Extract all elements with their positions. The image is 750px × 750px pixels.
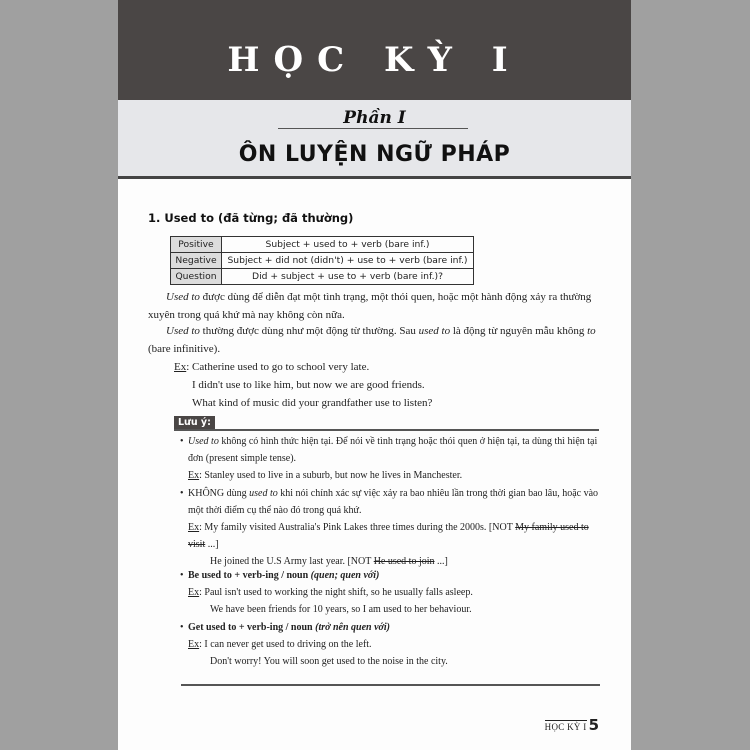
row-value: Subject + did not (didn't) + use to + verb (bare inf.) (222, 253, 474, 269)
emphasis: used to (249, 488, 278, 499)
topic-heading: 1. Used to (đã từng; đã thường) (148, 211, 354, 225)
note-label: Lưu ý: (174, 416, 215, 429)
note-item (180, 485, 600, 570)
text: được dùng để diễn đạt một tình trạng, một thói quen, hoặc một hành động xảy ra thường xuyên trong quá khứ mà nay không còn nữa. (148, 291, 592, 321)
example-block (174, 358, 432, 412)
text: không có hình thức hiện tại. Để nói về tình trạng hoặc thói quen ở hiện tại, ta dùng thì hiện tại đơn (present simple tense). (188, 436, 598, 464)
example-line: What kind of music did your grandfather use to listen? (192, 397, 433, 409)
text: thường được dùng như một động từ thường. Sau (199, 325, 419, 337)
table-row (171, 253, 474, 269)
text: (bare infinitive). (148, 343, 221, 355)
ex-label: Ex (188, 639, 200, 650)
example-line: Ex: Stanley used to live in a suburb, but now he lives in Manchester. (188, 470, 463, 481)
section-title: ÔN LUYỆN NGỮ PHÁP (238, 142, 511, 167)
example-line: Ex: My family visited Australia's Pink Lakes three times during the 2000s. [NOT My family used to visit ...] (188, 522, 589, 550)
emphasis: Used to (166, 325, 200, 337)
example-line: Don't worry! You will soon get used to the noise in the city. (210, 656, 448, 667)
row-label: Question (171, 269, 222, 285)
text: khi nói chính xác sự việc xảy ra bao nhiêu lần trong thời gian bao lâu, hoặc vào một thời điểm cụ thể nào đó trong quá khứ. (188, 488, 599, 516)
row-label: Negative (171, 253, 222, 269)
example-line: Ex: I can never get used to driving on the left. (188, 639, 372, 650)
note-item (180, 619, 600, 670)
example-line: Ex: Catherine used to go to school very late. (174, 361, 370, 373)
table-row (171, 237, 474, 253)
ex-label: Ex (174, 361, 187, 373)
divider (181, 684, 600, 686)
page-footer (545, 716, 599, 734)
paragraph (148, 288, 603, 324)
semester-title: HỌC KỲ I (227, 40, 522, 80)
text: ...] (434, 556, 448, 567)
formula-table (170, 236, 474, 285)
book-page (118, 0, 631, 750)
note-item (180, 433, 600, 484)
divider (118, 176, 631, 179)
divider (278, 128, 468, 129)
rule: Get used to + verb-ing / noun (188, 622, 313, 633)
struck-text: My family used to visit (188, 522, 589, 550)
bullet-icon: • (180, 436, 184, 447)
emphasis: used to (418, 325, 451, 337)
example-text: Stanley used to live in a suburb, but now he lives in Manchester. (204, 470, 463, 481)
example-text: I can never get used to driving on the left. (204, 639, 372, 650)
bullet-icon: • (180, 622, 184, 633)
ex-label: Ex (188, 587, 200, 598)
note-text (180, 433, 600, 467)
bullet-icon: • (180, 488, 184, 499)
row-label: Positive (171, 237, 222, 253)
row-value: Subject + used to + verb (bare inf.) (222, 237, 474, 253)
note-text (180, 485, 600, 519)
paragraph (148, 322, 603, 358)
example-text: Paul isn't used to working the night shift, so he usually falls asleep. (204, 587, 473, 598)
example-text: My family visited Australia's Pink Lakes three times during the 2000s. [NOT (204, 522, 516, 533)
text: ...] (205, 539, 219, 550)
emphasis: Used to (188, 436, 219, 447)
gloss: (quen; quen với) (310, 570, 380, 581)
example-text: Catherine used to go to school very late. (192, 361, 370, 373)
example-line: Ex: Paul isn't used to working the night shift, so he usually falls asleep. (188, 587, 473, 598)
running-title: HỌC KỲ I (544, 722, 587, 732)
part-label: Phần I (343, 108, 406, 128)
struck-text: He used to join (373, 556, 435, 567)
example-line: We have been friends for 10 years, so I am used to her behaviour. (210, 604, 472, 615)
emphasis: to (587, 325, 596, 337)
table-row (171, 269, 474, 285)
ex-label: Ex (188, 522, 200, 533)
emphasis: Used to (166, 291, 200, 303)
text: là động từ nguyên mẫu không (450, 325, 588, 337)
bullet-icon: • (180, 570, 184, 581)
row-value: Did + subject + use to + verb (bare inf.)? (222, 269, 474, 285)
note-title (180, 567, 600, 584)
gloss: (trở nên quen với) (315, 622, 391, 633)
note-title (180, 619, 600, 636)
page-number: 5 (588, 716, 599, 734)
note-item (180, 567, 600, 618)
rule: Be used to + verb-ing / noun (188, 570, 309, 581)
divider (174, 429, 599, 431)
ex-label: Ex (188, 470, 200, 481)
example-line: I didn't use to like him, but now we are good friends. (192, 379, 425, 391)
example-text: He joined the U.S Army last year. [NOT (210, 556, 374, 567)
text: KHÔNG dùng (188, 488, 250, 499)
